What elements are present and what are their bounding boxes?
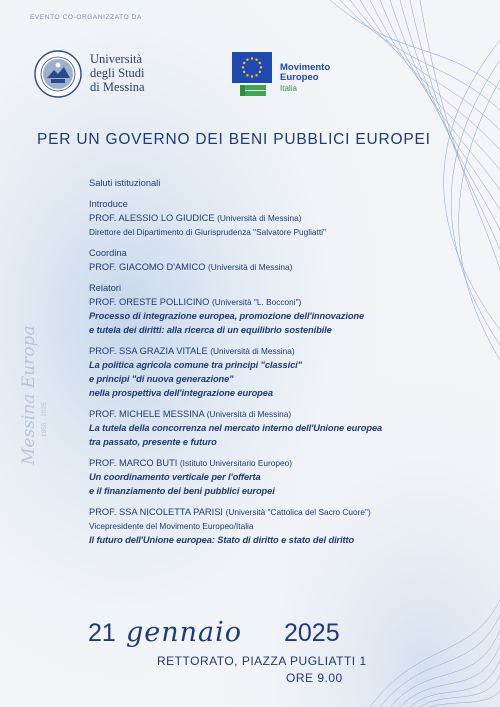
speaker-name: PROF. SSA GRAZIA VITALE [89,346,208,356]
speaker-name: PROF. GIACOMO D'AMICO [89,262,206,272]
unime-name [90,52,145,94]
me-line2: Europeo [280,72,319,83]
event-year: 2025 [284,619,340,647]
event-venue: RETTORATO, PIAZZA PUGLIATTI 1 [157,654,367,668]
speaker-affiliation: (Università di Messina) [210,346,295,356]
speaker-affiliation: (Università di Messina) [217,213,302,223]
speaker-block [89,295,429,337]
eu-flag-icon [232,52,272,83]
talk-title-line: e tutela dei diritti: alla ricerca di un equilibrio sostenibile [89,325,332,335]
speaker-affiliation: (Università di Messina) [208,262,293,272]
event-time: ORE 9.00 [286,671,343,685]
talk-title-line: nella prospettiva dell'integrazione europea [89,388,273,398]
side-logo-text: Messina Europa [19,325,39,465]
introduce-label: Introduce [89,199,128,209]
page-title: PER UN GOVERNO DEI BENI PUBBLICI EUROPEI [37,131,431,148]
talk-title-line: Processo di integrazione europea, promozione dell'innovazione [89,311,365,321]
speaker-name: PROF. MARCO BUTI [89,458,178,468]
saluti-label: Saluti istituzionali [89,178,161,188]
unime-line1: Università [90,52,143,66]
speaker-name: PROF. MICHELE MESSINA [89,409,205,419]
coorganized-label: EVENTO CO-ORGANIZZATO DA [30,14,142,21]
program [89,176,429,547]
talk-title-line: La tutela della concorrenza nel mercato interno dell'Unione europea [89,423,383,433]
speaker-block [89,407,429,449]
speaker-block [89,456,429,498]
talk-title-line: Il futuro dell'Unione europea: Stato di diritto e stato del diritto [89,535,355,545]
talk-title-line: La politica agricola comune tra principi "classici" [89,360,302,370]
speaker-affiliation: (Università di Messina) [206,409,292,419]
messina-europa-logo [12,320,52,470]
side-logo-years: 1955 · 2025 [41,402,48,437]
speaker-role: Vicepresidente del Movimento Europeo/Italia [89,521,254,531]
speaker-name: PROF. SSA NICOLETTA PARISI [89,507,223,517]
coordina-label: Coordina [89,248,127,258]
talk-title-line: Un coordinamento verticale per l'offerta [89,472,261,482]
speaker-name: PROF. ORESTE POLLICINO [89,297,210,307]
unime-line2: degli Studi [90,66,145,80]
speaker-role: Direttore del Dipartimento di Giurisprudenza "Salvatore Pugliatti" [89,227,326,237]
talk-title-line: e principi "di nuova generazione" [89,374,234,384]
university-seal-icon [34,50,82,98]
speaker-affiliation: (Università "Cattolica del Sacro Cuore") [225,507,371,517]
talk-title-line: e il finanziamento dei beni pubblici europei [89,486,275,496]
relatori-label: Relatori [89,283,122,293]
movimento-europeo-logo [232,52,402,102]
unime-line3: di Messina [90,80,145,94]
introduce-speaker [89,211,429,225]
me-line1: Movimento [280,62,331,73]
unime-logo [34,50,194,100]
speaker-name: PROF. ALESSIO LO GIUDICE [89,213,215,223]
event-date [88,617,358,657]
me-line3: Italia [280,84,297,93]
speaker-affiliation: (Istituto Universitario Europeo) [179,458,292,468]
speaker-affiliation: (Università "L. Bocconi") [211,297,302,307]
logo-green-bar [240,85,245,96]
event-month: gennaio [126,617,243,648]
speaker-block [89,344,429,400]
talk-title-line: tra passato, presente e futuro [89,437,217,447]
speaker-block [89,505,429,547]
event-day: 21 [88,619,116,647]
coordina-speaker [89,260,429,274]
